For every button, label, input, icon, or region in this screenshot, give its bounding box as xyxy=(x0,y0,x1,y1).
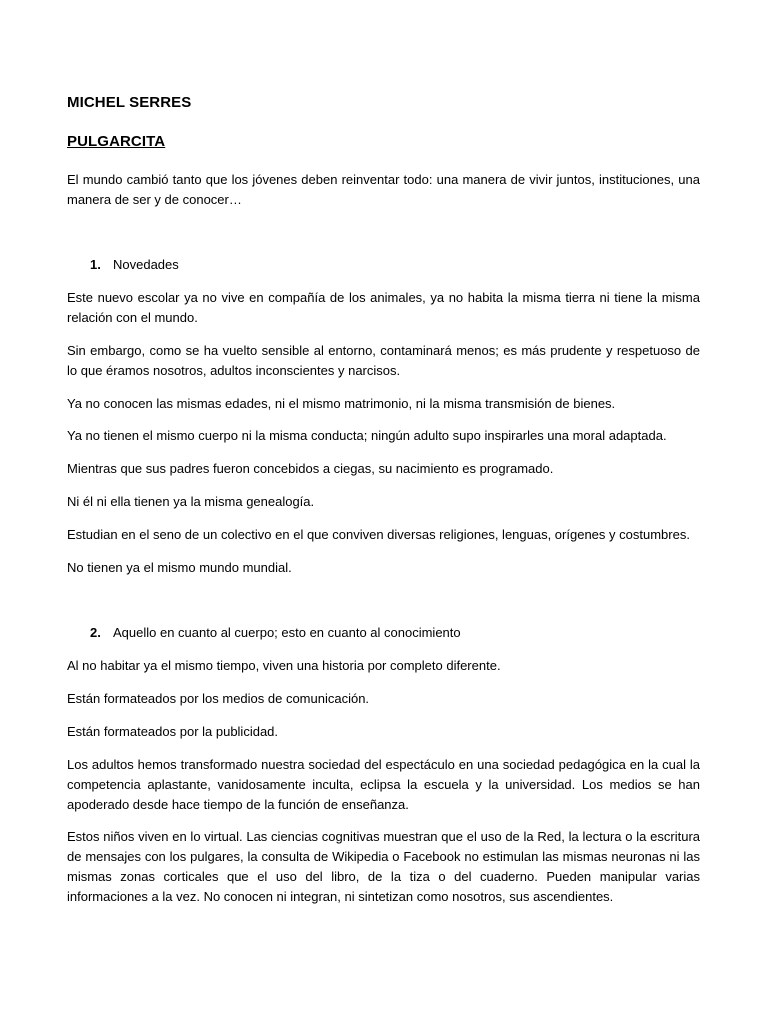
intro-paragraph: El mundo cambió tanto que los jóvenes deben reinventar todo: una manera de vivir juntos, instituciones, una manera de ser y de conocer… xyxy=(67,172,700,207)
section-number: 2. xyxy=(90,625,101,640)
paragraph: Este nuevo escolar ya no vive en compañía de los animales, ya no habita la misma tierra ni tiene la misma relación con el mundo. xyxy=(67,290,700,325)
author-name: MICHEL SERRES xyxy=(67,94,192,111)
paragraph: Mientras que sus padres fueron concebidos a ciegas, su nacimiento es programado. xyxy=(67,461,554,476)
section-number: 1. xyxy=(90,257,101,272)
section-heading-novedades xyxy=(90,255,179,275)
paragraph: Ya no tienen el mismo cuerpo ni la misma conducta; ningún adulto supo inspirarles una moral adaptada. xyxy=(67,428,667,443)
paragraph: Al no habitar ya el mismo tiempo, viven una historia por completo diferente. xyxy=(67,658,501,673)
section-title: Novedades xyxy=(113,257,179,272)
section-title: Aquello en cuanto al cuerpo; esto en cuanto al conocimiento xyxy=(113,625,461,640)
document-title: PULGARCITA xyxy=(67,133,166,150)
paragraph: Estos niños viven en lo virtual. Las ciencias cognitivas muestran que el uso de la Red, la lectura o la escritura de mensajes con los pulgares, la consulta de Wikipedia o Facebook no estimulan las mismas neuronas ni las mismas zonas corticales que el uso del libro, de la tiza o del cuaderno. Pueden manipular varias informaciones a la vez. No conocen ni integran, ni sintetizan como nosotros, sus ascendientes. xyxy=(67,829,700,904)
paragraph: No tienen ya el mismo mundo mundial. xyxy=(67,560,292,575)
paragraph: Ni él ni ella tienen ya la misma genealogía. xyxy=(67,494,315,509)
paragraph: Están formateados por los medios de comunicación. xyxy=(67,691,370,706)
paragraph: Están formateados por la publicidad. xyxy=(67,724,279,739)
paragraph: Los adultos hemos transformado nuestra sociedad del espectáculo en una sociedad pedagógica en la cual la competencia aplastante, vanidosamente inculta, eclipsa la escuela y la universidad. Los medios se han apoderado desde hace tiempo de la función de enseñanza. xyxy=(67,757,700,812)
paragraph: Ya no conocen las mismas edades, ni el mismo matrimonio, ni la misma transmisión de bienes. xyxy=(67,396,616,411)
paragraph: Estudian en el seno de un colectivo en el que conviven diversas religiones, lenguas, orígenes y costumbres. xyxy=(67,527,690,542)
paragraph: Sin embargo, como se ha vuelto sensible al entorno, contaminará menos; es más prudente y respetuoso de lo que éramos nosotros, adultos inconscientes y narcisos. xyxy=(67,343,700,378)
section-heading-cuerpo-conocimiento xyxy=(90,623,461,643)
